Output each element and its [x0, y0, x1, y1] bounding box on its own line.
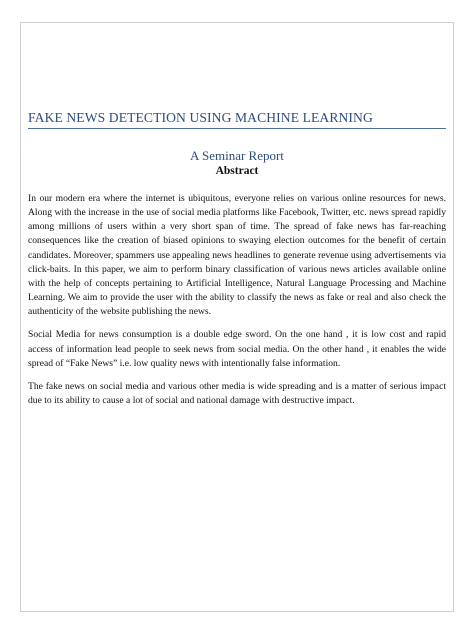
- abstract-paragraph-1: In our modern era where the internet is ubiquitous, everyone relies on various online resources for news. Along with the increase in the use of social media platforms like Facebook, Twitter, etc. news spread rapidly among millions of users within a very short span of time. The spread of fake news has far-reaching consequences like the creation of biased opinions to swaying election outcomes for the benefit of certain candidates. Moreover, spammers use appealing news headlines to generate revenue using advertisements via click-baits. In this paper, we aim to perform binary classification of various news articles available online with the help of concepts pertaining to Artificial Intelligence, Natural Language Processing and Machine Learning. We aim to provide the user with the ability to classify the news as fake or real and also check the authenticity of the website publishing the news.: [28, 193, 446, 318]
- abstract-paragraph-2: Social Media for news consumption is a double edge sword. On the one hand , it is low cost and rapid access of information lead people to seek news from social media. On the other hand , it enables the wide spread of “Fake News” i.e. low quality news with intentionally false information.: [28, 329, 446, 369]
- abstract-paragraph-3: The fake news on social media and various other media is wide spreading and is a matter of serious impact due to its ability to cause a lot of social and national damage with destructive impact.: [28, 380, 446, 407]
- abstract-body: [28, 192, 446, 417]
- title-underline: [28, 128, 446, 129]
- document-title: FAKE NEWS DETECTION USING MACHINE LEARNING: [28, 110, 373, 125]
- document-subtitle: A Seminar Report: [190, 148, 284, 163]
- abstract-heading: Abstract: [215, 165, 259, 177]
